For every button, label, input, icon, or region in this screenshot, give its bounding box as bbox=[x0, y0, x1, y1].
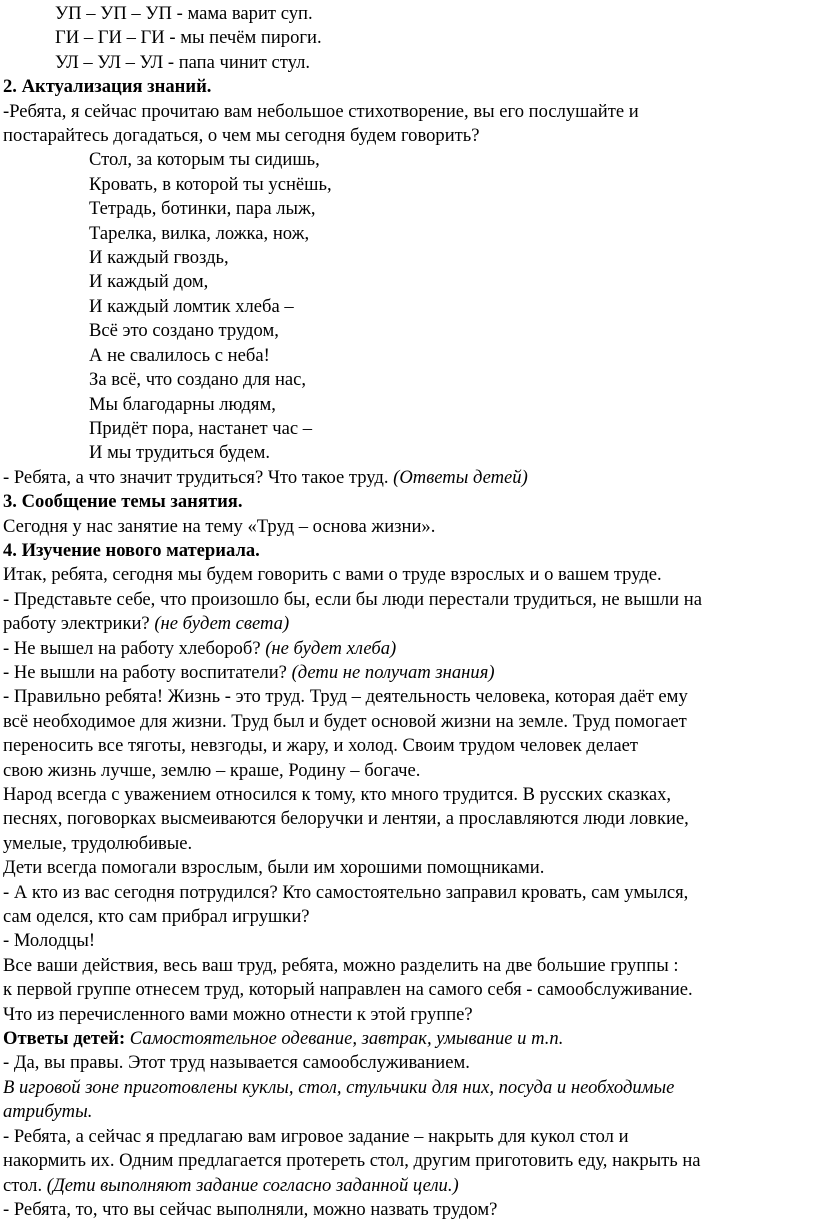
text-line bbox=[3, 710, 816, 734]
italic-text: атрибуты. bbox=[3, 1101, 93, 1123]
text-line bbox=[89, 417, 816, 441]
text: постарайтесь догадаться, о чем мы сегодня будем говорить? bbox=[3, 125, 480, 147]
text-line bbox=[3, 1003, 816, 1027]
text: Итак, ребята, сегодня мы будем говорить с вами о труде взрослых и о вашем труде. bbox=[3, 564, 662, 586]
text-line bbox=[3, 1100, 816, 1124]
text-line bbox=[3, 1076, 816, 1100]
text-line bbox=[3, 783, 816, 807]
text: - Ребята, а сейчас я предлагаю вам игровое задание – накрыть для кукол стол и bbox=[3, 1125, 629, 1147]
text: Сегодня у нас занятие на тему «Труд – основа жизни». bbox=[3, 515, 436, 537]
text: работу электрики? bbox=[3, 613, 155, 635]
text-line bbox=[3, 1174, 816, 1198]
text-line bbox=[3, 856, 816, 880]
text: И каждый дом, bbox=[89, 271, 209, 293]
text: - Представьте себе, что произошло бы, если бы люди перестали трудиться, не вышли на bbox=[3, 588, 702, 610]
text-line bbox=[55, 51, 816, 75]
text: Придёт пора, настанет час – bbox=[89, 417, 313, 439]
text-line bbox=[3, 100, 816, 124]
italic-note: (не будет хлеба) bbox=[265, 637, 397, 659]
text-line bbox=[3, 685, 816, 709]
text: - Ребята, а что значит трудиться? Что такое труд. bbox=[3, 466, 394, 488]
italic-text: В игровой зоне приготовлены куклы, стол, стульчики для них, посуда и необходимые bbox=[3, 1076, 675, 1098]
text: к первой группе отнесем труд, который направлен на самого себя - самообслуживание. bbox=[3, 979, 693, 1001]
text-line bbox=[3, 661, 816, 685]
text-line bbox=[3, 832, 816, 856]
text: За всё, что создано для нас, bbox=[89, 369, 307, 391]
text-line bbox=[3, 954, 816, 978]
text-line bbox=[3, 759, 816, 783]
text-line bbox=[3, 124, 816, 148]
text: УП – УП – УП - мама варит суп. bbox=[55, 3, 313, 24]
text: УЛ – УЛ – УЛ - папа чинит стул. bbox=[55, 51, 311, 73]
text-line bbox=[3, 588, 816, 612]
text: песнях, поговорках высмеиваются белоручки и лентяи, а прославляются люди ловкие, bbox=[3, 808, 689, 830]
text-line bbox=[3, 1051, 816, 1075]
text: Все ваши действия, весь ваш труд, ребята, можно разделить на две большие группы : bbox=[3, 954, 679, 976]
text-line bbox=[3, 490, 816, 514]
text-line bbox=[3, 929, 816, 953]
bold-text: 4. Изучение нового материала. bbox=[3, 539, 260, 561]
text: - Молодцы! bbox=[3, 930, 96, 952]
text: ГИ – ГИ – ГИ - мы печём пироги. bbox=[55, 27, 322, 49]
text-line bbox=[55, 2, 816, 26]
text-line bbox=[3, 1027, 816, 1051]
text-line bbox=[89, 148, 816, 172]
text: - Не вышли на работу воспитатели? bbox=[3, 661, 292, 683]
italic-note: (не будет света) bbox=[154, 613, 290, 635]
text-line bbox=[3, 612, 816, 636]
text-line bbox=[89, 270, 816, 294]
text: -Ребята, я сейчас прочитаю вам небольшое стихотворение, вы его послушайте и bbox=[3, 100, 639, 122]
text: всё необходимое для жизни. Труд был и будет основой жизни на земле. Труд помогает bbox=[3, 710, 687, 732]
text: Всё это создано трудом, bbox=[89, 320, 279, 342]
text: Стол, за которым ты сидишь, bbox=[89, 149, 320, 171]
text: Тетрадь, ботинки, пара лыж, bbox=[89, 198, 316, 220]
text-line bbox=[3, 881, 816, 905]
text: - Да, вы правы. Этот труд называется самообслуживанием. bbox=[3, 1052, 470, 1074]
text-line bbox=[89, 441, 816, 465]
text-line bbox=[3, 978, 816, 1002]
text-line bbox=[89, 319, 816, 343]
text-line bbox=[3, 1149, 816, 1173]
text-line bbox=[3, 515, 816, 539]
text-line bbox=[89, 197, 816, 221]
text-line bbox=[89, 246, 816, 270]
text: Мы благодарны людям, bbox=[89, 393, 276, 415]
text-line bbox=[89, 295, 816, 319]
text: - Ребята, то, что вы сейчас выполняли, можно назвать трудом? bbox=[3, 1198, 498, 1220]
text: Тарелка, вилка, ложка, нож, bbox=[89, 222, 310, 244]
italic-note: (Ответы детей) bbox=[393, 466, 528, 488]
text-line bbox=[89, 368, 816, 392]
text: - Правильно ребята! Жизнь - это труд. Труд – деятельность человека, которая даёт ему bbox=[3, 686, 688, 708]
text: Дети всегда помогали взрослым, были им хорошими помощниками. bbox=[3, 857, 545, 879]
text-line bbox=[3, 1198, 816, 1222]
text: - Не вышел на работу хлебороб? bbox=[3, 637, 266, 659]
text: умелые, трудолюбивые. bbox=[3, 832, 193, 854]
text: Кровать, в которой ты уснёшь, bbox=[89, 173, 332, 195]
text-line bbox=[89, 344, 816, 368]
text-line bbox=[89, 222, 816, 246]
text: стол. bbox=[3, 1174, 47, 1196]
text: свою жизнь лучше, землю – краше, Родину – богаче. bbox=[3, 759, 421, 781]
text-line bbox=[3, 637, 816, 661]
text-line bbox=[55, 26, 816, 50]
text: А не свалилось с неба! bbox=[89, 344, 270, 366]
text-line bbox=[3, 563, 816, 587]
text-line bbox=[3, 539, 816, 563]
text: переносить все тяготы, невзгоды, и жару, и холод. Своим трудом человек делает bbox=[3, 735, 639, 757]
text: накормить их. Одним предлагается протереть стол, другим приготовить еду, накрыть на bbox=[3, 1150, 701, 1172]
text-line bbox=[89, 173, 816, 197]
text-line bbox=[89, 393, 816, 417]
italic-note: (Дети выполняют задание согласно заданной цели.) bbox=[46, 1174, 459, 1196]
text-line bbox=[3, 1125, 816, 1149]
bold-text: 3. Сообщение темы занятия. bbox=[3, 491, 243, 513]
text: Народ всегда с уважением относился к тому, кто много трудится. В русских сказках, bbox=[3, 784, 672, 805]
text: Что из перечисленного вами можно отнести к этой группе? bbox=[3, 1003, 473, 1025]
text-line bbox=[3, 466, 816, 490]
text-line bbox=[3, 75, 816, 99]
text-line bbox=[3, 905, 816, 929]
bold-text: 2. Актуализация знаний. bbox=[3, 76, 212, 98]
text-line bbox=[3, 807, 816, 831]
italic-note: (дети не получат знания) bbox=[291, 661, 495, 683]
italic-note: Самостоятельное одевание, завтрак, умывание и т.п. bbox=[129, 1028, 564, 1050]
text-line bbox=[3, 734, 816, 758]
text: И каждый гвоздь, bbox=[89, 247, 229, 269]
text: И каждый ломтик хлеба – bbox=[89, 295, 294, 317]
text: - А кто из вас сегодня потрудился? Кто самостоятельно заправил кровать, сам умылся, bbox=[3, 881, 689, 903]
text: И мы трудиться будем. bbox=[89, 442, 270, 464]
text: сам оделся, кто сам прибрал игрушки? bbox=[3, 906, 310, 928]
bold-text: Ответы детей: bbox=[3, 1028, 130, 1050]
